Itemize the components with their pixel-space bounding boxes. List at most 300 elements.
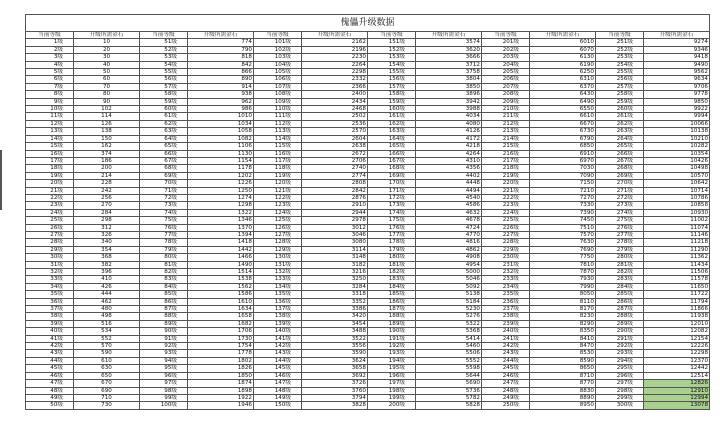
cost-cell[interactable]: 7210 — [530, 187, 596, 194]
cost-cell[interactable]: 5092 — [416, 283, 482, 290]
level-cell[interactable]: 176级 — [368, 224, 416, 231]
cost-cell[interactable]: 2842 — [302, 187, 368, 194]
cost-cell[interactable]: 12154 — [644, 335, 710, 342]
cost-cell[interactable]: 10282 — [644, 143, 710, 150]
level-cell[interactable]: 255级 — [596, 69, 644, 76]
cost-cell[interactable]: 590 — [74, 350, 140, 357]
cost-cell[interactable]: 11146 — [644, 231, 710, 238]
cost-cell[interactable]: 6250 — [530, 69, 596, 76]
level-cell[interactable]: 249级 — [482, 394, 530, 401]
cost-cell[interactable]: 6370 — [530, 83, 596, 90]
level-cell[interactable]: 258级 — [596, 91, 644, 98]
level-cell[interactable]: 232级 — [482, 269, 530, 276]
cost-cell[interactable]: 3794 — [302, 394, 368, 401]
level-cell[interactable]: 161级 — [368, 113, 416, 120]
cost-cell[interactable]: 12826 — [644, 380, 710, 387]
level-cell[interactable]: 23级 — [26, 202, 74, 209]
level-cell[interactable]: 197级 — [368, 380, 416, 387]
cost-cell[interactable]: 3420 — [302, 313, 368, 320]
level-cell[interactable]: 66级 — [140, 150, 188, 157]
level-cell[interactable]: 40级 — [26, 328, 74, 335]
level-cell[interactable]: 185级 — [368, 291, 416, 298]
level-cell[interactable]: 104级 — [254, 61, 302, 68]
cost-cell[interactable]: 11578 — [644, 276, 710, 283]
level-cell[interactable]: 137级 — [254, 306, 302, 313]
level-cell[interactable]: 300级 — [596, 402, 644, 409]
cost-cell[interactable]: 2570 — [302, 128, 368, 135]
level-cell[interactable]: 16级 — [26, 150, 74, 157]
level-cell[interactable]: 181级 — [368, 261, 416, 268]
cost-cell[interactable]: 3758 — [416, 69, 482, 76]
cost-cell[interactable]: 374 — [74, 150, 140, 157]
cost-cell[interactable]: 2740 — [302, 165, 368, 172]
cost-cell[interactable]: 11938 — [644, 313, 710, 320]
level-cell[interactable]: 49级 — [26, 394, 74, 401]
cost-cell[interactable]: 7030 — [530, 165, 596, 172]
cost-cell[interactable]: 3148 — [302, 254, 368, 261]
cost-cell[interactable]: 3574 — [416, 39, 482, 46]
cost-cell[interactable]: 8530 — [530, 350, 596, 357]
cost-cell[interactable]: 7870 — [530, 269, 596, 276]
level-cell[interactable]: 295级 — [596, 365, 644, 372]
cost-cell[interactable]: 1202 — [188, 172, 254, 179]
level-cell[interactable]: 142级 — [254, 343, 302, 350]
cost-cell[interactable]: 3620 — [416, 46, 482, 53]
level-cell[interactable]: 59级 — [140, 98, 188, 105]
cost-cell[interactable]: 6310 — [530, 76, 596, 83]
level-cell[interactable]: 195级 — [368, 365, 416, 372]
cost-cell[interactable]: 570 — [74, 343, 140, 350]
level-cell[interactable]: 272级 — [596, 194, 644, 201]
cost-cell[interactable]: 5552 — [416, 357, 482, 364]
level-cell[interactable]: 61级 — [140, 113, 188, 120]
level-cell[interactable]: 26级 — [26, 224, 74, 231]
level-cell[interactable]: 233级 — [482, 276, 530, 283]
level-cell[interactable]: 120级 — [254, 180, 302, 187]
level-cell[interactable]: 152级 — [368, 46, 416, 53]
level-cell[interactable]: 33级 — [26, 276, 74, 283]
cost-cell[interactable]: 11002 — [644, 217, 710, 224]
level-cell[interactable]: 87级 — [140, 306, 188, 313]
cost-cell[interactable]: 11074 — [644, 224, 710, 231]
level-cell[interactable]: 210级 — [482, 106, 530, 113]
level-cell[interactable]: 180级 — [368, 254, 416, 261]
cost-cell[interactable]: 8290 — [530, 320, 596, 327]
level-cell[interactable]: 109级 — [254, 98, 302, 105]
level-cell[interactable]: 229级 — [482, 246, 530, 253]
level-cell[interactable]: 82级 — [140, 269, 188, 276]
cost-cell[interactable]: 4586 — [416, 202, 482, 209]
level-cell[interactable]: 222级 — [482, 194, 530, 201]
cost-cell[interactable]: 1898 — [188, 387, 254, 394]
level-cell[interactable]: 19级 — [26, 172, 74, 179]
cost-cell[interactable]: 3692 — [302, 372, 368, 379]
level-cell[interactable]: 128级 — [254, 239, 302, 246]
level-cell[interactable]: 164级 — [368, 135, 416, 142]
cost-cell[interactable]: 8830 — [530, 387, 596, 394]
cost-cell[interactable]: 2536 — [302, 120, 368, 127]
level-cell[interactable]: 183级 — [368, 276, 416, 283]
level-cell[interactable]: 242级 — [482, 343, 530, 350]
cost-cell[interactable]: 6670 — [530, 120, 596, 127]
level-cell[interactable]: 256级 — [596, 76, 644, 83]
cost-cell[interactable]: 7630 — [530, 239, 596, 246]
cost-cell[interactable]: 12370 — [644, 357, 710, 364]
cost-cell[interactable]: 552 — [74, 335, 140, 342]
level-cell[interactable]: 228级 — [482, 239, 530, 246]
level-cell[interactable]: 2级 — [26, 46, 74, 53]
cost-cell[interactable]: 12442 — [644, 365, 710, 372]
level-cell[interactable]: 92级 — [140, 343, 188, 350]
level-cell[interactable]: 238级 — [482, 313, 530, 320]
cost-cell[interactable]: 962 — [188, 98, 254, 105]
cost-cell[interactable]: 1322 — [188, 209, 254, 216]
cost-cell[interactable]: 9778 — [644, 91, 710, 98]
level-cell[interactable]: 6级 — [26, 76, 74, 83]
level-cell[interactable]: 144级 — [254, 357, 302, 364]
level-cell[interactable]: 60级 — [140, 106, 188, 113]
cost-cell[interactable]: 1874 — [188, 380, 254, 387]
cost-cell[interactable]: 5828 — [416, 402, 482, 409]
cost-cell[interactable]: 9922 — [644, 106, 710, 113]
level-cell[interactable]: 159级 — [368, 98, 416, 105]
level-cell[interactable]: 166级 — [368, 150, 416, 157]
cost-cell[interactable]: 340 — [74, 239, 140, 246]
level-cell[interactable]: 266级 — [596, 150, 644, 157]
cost-cell[interactable]: 3896 — [416, 91, 482, 98]
cost-cell[interactable]: 7690 — [530, 246, 596, 253]
cost-cell[interactable]: 4770 — [416, 231, 482, 238]
level-cell[interactable]: 294级 — [596, 357, 644, 364]
level-cell[interactable]: 1级 — [26, 39, 74, 46]
cost-cell[interactable]: 10498 — [644, 165, 710, 172]
cost-cell[interactable]: 480 — [74, 306, 140, 313]
level-cell[interactable]: 247级 — [482, 380, 530, 387]
level-cell[interactable]: 240级 — [482, 328, 530, 335]
cost-cell[interactable]: 1418 — [188, 239, 254, 246]
cost-cell[interactable]: 1082 — [188, 135, 254, 142]
level-cell[interactable]: 208级 — [482, 91, 530, 98]
cost-cell[interactable]: 2502 — [302, 113, 368, 120]
level-cell[interactable]: 293级 — [596, 350, 644, 357]
level-cell[interactable]: 45级 — [26, 365, 74, 372]
level-cell[interactable]: 204级 — [482, 61, 530, 68]
cost-cell[interactable]: 4034 — [416, 113, 482, 120]
level-cell[interactable]: 37级 — [26, 306, 74, 313]
level-cell[interactable]: 213级 — [482, 128, 530, 135]
cost-cell[interactable]: 8590 — [530, 357, 596, 364]
level-cell[interactable]: 187级 — [368, 306, 416, 313]
cost-cell[interactable]: 774 — [188, 39, 254, 46]
level-cell[interactable]: 124级 — [254, 209, 302, 216]
level-cell[interactable]: 101级 — [254, 39, 302, 46]
cost-cell[interactable]: 4126 — [416, 128, 482, 135]
cost-cell[interactable]: 6430 — [530, 91, 596, 98]
cost-cell[interactable]: 444 — [74, 291, 140, 298]
level-cell[interactable]: 299级 — [596, 394, 644, 401]
level-cell[interactable]: 287级 — [596, 306, 644, 313]
level-cell[interactable]: 111级 — [254, 113, 302, 120]
level-cell[interactable]: 102级 — [254, 46, 302, 53]
cost-cell[interactable]: 6490 — [530, 98, 596, 105]
cost-cell[interactable]: 8470 — [530, 343, 596, 350]
cost-cell[interactable]: 7990 — [530, 283, 596, 290]
level-cell[interactable]: 139级 — [254, 320, 302, 327]
cost-cell[interactable]: 7570 — [530, 231, 596, 238]
level-cell[interactable]: 39级 — [26, 320, 74, 327]
cost-cell[interactable]: 2162 — [302, 39, 368, 46]
level-cell[interactable]: 269级 — [596, 172, 644, 179]
cost-cell[interactable]: 730 — [74, 402, 140, 409]
cost-cell[interactable]: 4632 — [416, 209, 482, 216]
level-cell[interactable]: 79级 — [140, 246, 188, 253]
cost-cell[interactable]: 4678 — [416, 217, 482, 224]
level-cell[interactable]: 252级 — [596, 46, 644, 53]
cost-cell[interactable]: 1130 — [188, 150, 254, 157]
cost-cell[interactable]: 354 — [74, 246, 140, 253]
cost-cell[interactable]: 3114 — [302, 246, 368, 253]
cost-cell[interactable]: 8050 — [530, 291, 596, 298]
cost-cell[interactable]: 3284 — [302, 283, 368, 290]
cost-cell[interactable]: 7390 — [530, 209, 596, 216]
level-cell[interactable]: 227级 — [482, 231, 530, 238]
cost-cell[interactable]: 8770 — [530, 380, 596, 387]
level-cell[interactable]: 32级 — [26, 269, 74, 276]
cost-cell[interactable]: 2366 — [302, 83, 368, 90]
level-cell[interactable]: 253级 — [596, 54, 644, 61]
level-cell[interactable]: 291级 — [596, 335, 644, 342]
level-cell[interactable]: 200级 — [368, 402, 416, 409]
cost-cell[interactable]: 10714 — [644, 187, 710, 194]
level-cell[interactable]: 292级 — [596, 343, 644, 350]
level-cell[interactable]: 117级 — [254, 157, 302, 164]
level-cell[interactable]: 135级 — [254, 291, 302, 298]
cost-cell[interactable]: 1538 — [188, 276, 254, 283]
cost-cell[interactable]: 710 — [74, 394, 140, 401]
cost-cell[interactable]: 5368 — [416, 328, 482, 335]
cost-cell[interactable]: 40 — [74, 61, 140, 68]
cost-cell[interactable]: 7450 — [530, 217, 596, 224]
cost-cell[interactable]: 2876 — [302, 194, 368, 201]
cost-cell[interactable]: 2264 — [302, 61, 368, 68]
cost-cell[interactable]: 1610 — [188, 298, 254, 305]
cost-cell[interactable]: 426 — [74, 283, 140, 290]
cost-cell[interactable]: 3522 — [302, 335, 368, 342]
cost-cell[interactable]: 1370 — [188, 224, 254, 231]
cost-cell[interactable]: 382 — [74, 261, 140, 268]
cost-cell[interactable]: 126 — [74, 120, 140, 127]
level-cell[interactable]: 106级 — [254, 76, 302, 83]
cost-cell[interactable]: 8950 — [530, 402, 596, 409]
level-cell[interactable]: 98级 — [140, 387, 188, 394]
cost-cell[interactable]: 5276 — [416, 313, 482, 320]
cost-cell[interactable]: 3658 — [302, 365, 368, 372]
level-cell[interactable]: 259级 — [596, 98, 644, 105]
level-cell[interactable]: 78级 — [140, 239, 188, 246]
level-cell[interactable]: 282级 — [596, 269, 644, 276]
level-cell[interactable]: 225级 — [482, 217, 530, 224]
cost-cell[interactable]: 10570 — [644, 172, 710, 179]
level-cell[interactable]: 77级 — [140, 231, 188, 238]
level-cell[interactable]: 168级 — [368, 165, 416, 172]
level-cell[interactable]: 239级 — [482, 320, 530, 327]
level-cell[interactable]: 203级 — [482, 54, 530, 61]
cost-cell[interactable]: 298 — [74, 217, 140, 224]
level-cell[interactable]: 140级 — [254, 328, 302, 335]
cost-cell[interactable]: 1466 — [188, 254, 254, 261]
level-cell[interactable]: 91级 — [140, 335, 188, 342]
cost-cell[interactable]: 312 — [74, 224, 140, 231]
level-cell[interactable]: 51级 — [140, 39, 188, 46]
level-cell[interactable]: 129级 — [254, 246, 302, 253]
cost-cell[interactable]: 2332 — [302, 76, 368, 83]
cost-cell[interactable]: 3624 — [302, 357, 368, 364]
level-cell[interactable]: 264级 — [596, 135, 644, 142]
level-cell[interactable]: 226级 — [482, 224, 530, 231]
level-cell[interactable]: 220级 — [482, 180, 530, 187]
cost-cell[interactable]: 200 — [74, 165, 140, 172]
cost-cell[interactable]: 2434 — [302, 98, 368, 105]
cost-cell[interactable]: 10858 — [644, 202, 710, 209]
cost-cell[interactable]: 10066 — [644, 120, 710, 127]
level-cell[interactable]: 54级 — [140, 61, 188, 68]
level-cell[interactable]: 76级 — [140, 224, 188, 231]
level-cell[interactable]: 298级 — [596, 387, 644, 394]
cost-cell[interactable]: 3804 — [416, 76, 482, 83]
cost-cell[interactable]: 7090 — [530, 172, 596, 179]
level-cell[interactable]: 237级 — [482, 306, 530, 313]
level-cell[interactable]: 134级 — [254, 283, 302, 290]
level-cell[interactable]: 113级 — [254, 128, 302, 135]
cost-cell[interactable]: 9274 — [644, 39, 710, 46]
cost-cell[interactable]: 1754 — [188, 343, 254, 350]
cost-cell[interactable]: 2774 — [302, 172, 368, 179]
level-cell[interactable]: 94级 — [140, 357, 188, 364]
cost-cell[interactable]: 284 — [74, 209, 140, 216]
level-cell[interactable]: 118级 — [254, 165, 302, 172]
level-cell[interactable]: 271级 — [596, 187, 644, 194]
cost-cell[interactable]: 80 — [74, 91, 140, 98]
cost-cell[interactable]: 60 — [74, 76, 140, 83]
level-cell[interactable]: 29级 — [26, 246, 74, 253]
cost-cell[interactable]: 11434 — [644, 261, 710, 268]
cost-cell[interactable]: 5736 — [416, 387, 482, 394]
cost-cell[interactable]: 1346 — [188, 217, 254, 224]
level-cell[interactable]: 63级 — [140, 128, 188, 135]
cost-cell[interactable]: 8410 — [530, 335, 596, 342]
level-cell[interactable]: 5级 — [26, 69, 74, 76]
cost-cell[interactable]: 3556 — [302, 343, 368, 350]
level-cell[interactable]: 84级 — [140, 283, 188, 290]
cost-cell[interactable]: 10786 — [644, 194, 710, 201]
level-cell[interactable]: 207级 — [482, 83, 530, 90]
level-cell[interactable]: 34级 — [26, 283, 74, 290]
cost-cell[interactable]: 1226 — [188, 180, 254, 187]
cost-cell[interactable]: 1586 — [188, 291, 254, 298]
cost-cell[interactable]: 1298 — [188, 202, 254, 209]
cost-cell[interactable]: 368 — [74, 254, 140, 261]
level-cell[interactable]: 57级 — [140, 83, 188, 90]
level-cell[interactable]: 80级 — [140, 254, 188, 261]
level-cell[interactable]: 284级 — [596, 283, 644, 290]
level-cell[interactable]: 93级 — [140, 350, 188, 357]
cost-cell[interactable]: 7750 — [530, 254, 596, 261]
cost-cell[interactable]: 1274 — [188, 194, 254, 201]
level-cell[interactable]: 169级 — [368, 172, 416, 179]
cost-cell[interactable]: 842 — [188, 61, 254, 68]
level-cell[interactable]: 62级 — [140, 120, 188, 127]
level-cell[interactable]: 127级 — [254, 231, 302, 238]
level-cell[interactable]: 212级 — [482, 120, 530, 127]
level-cell[interactable]: 89级 — [140, 320, 188, 327]
level-cell[interactable]: 192级 — [368, 343, 416, 350]
cost-cell[interactable]: 2910 — [302, 202, 368, 209]
level-cell[interactable]: 157级 — [368, 83, 416, 90]
level-cell[interactable]: 265级 — [596, 143, 644, 150]
level-cell[interactable]: 273级 — [596, 202, 644, 209]
cost-cell[interactable]: 4264 — [416, 150, 482, 157]
level-cell[interactable]: 75级 — [140, 217, 188, 224]
cost-cell[interactable]: 1682 — [188, 320, 254, 327]
level-cell[interactable]: 268级 — [596, 165, 644, 172]
level-cell[interactable]: 133级 — [254, 276, 302, 283]
level-cell[interactable]: 223级 — [482, 202, 530, 209]
cost-cell[interactable]: 8350 — [530, 328, 596, 335]
level-cell[interactable]: 286级 — [596, 298, 644, 305]
level-cell[interactable]: 143级 — [254, 350, 302, 357]
cost-cell[interactable]: 6730 — [530, 128, 596, 135]
level-cell[interactable]: 280级 — [596, 254, 644, 261]
cost-cell[interactable]: 6790 — [530, 135, 596, 142]
cost-cell[interactable]: 1034 — [188, 120, 254, 127]
cost-cell[interactable]: 4908 — [416, 254, 482, 261]
level-cell[interactable]: 46级 — [26, 372, 74, 379]
level-cell[interactable]: 179级 — [368, 246, 416, 253]
level-cell[interactable]: 278级 — [596, 239, 644, 246]
cost-cell[interactable]: 214 — [74, 172, 140, 179]
level-cell[interactable]: 270级 — [596, 180, 644, 187]
cost-cell[interactable]: 914 — [188, 83, 254, 90]
cost-cell[interactable]: 9346 — [644, 46, 710, 53]
cost-cell[interactable]: 3666 — [416, 54, 482, 61]
cost-cell[interactable]: 3828 — [302, 402, 368, 409]
level-cell[interactable]: 218级 — [482, 165, 530, 172]
level-cell[interactable]: 25级 — [26, 217, 74, 224]
cost-cell[interactable]: 8110 — [530, 298, 596, 305]
cost-cell[interactable]: 5598 — [416, 365, 482, 372]
cost-cell[interactable]: 9994 — [644, 113, 710, 120]
level-cell[interactable]: 69级 — [140, 172, 188, 179]
level-cell[interactable]: 126级 — [254, 224, 302, 231]
cost-cell[interactable]: 5644 — [416, 372, 482, 379]
cost-cell[interactable]: 12298 — [644, 350, 710, 357]
level-cell[interactable]: 24级 — [26, 209, 74, 216]
level-cell[interactable]: 182级 — [368, 269, 416, 276]
cost-cell[interactable]: 1802 — [188, 357, 254, 364]
level-cell[interactable]: 20级 — [26, 180, 74, 187]
level-cell[interactable]: 30级 — [26, 254, 74, 261]
cost-cell[interactable]: 2706 — [302, 157, 368, 164]
cost-cell[interactable]: 242 — [74, 187, 140, 194]
level-cell[interactable]: 96级 — [140, 372, 188, 379]
cost-cell[interactable]: 5506 — [416, 350, 482, 357]
level-cell[interactable]: 263级 — [596, 128, 644, 135]
level-cell[interactable]: 119级 — [254, 172, 302, 179]
cost-cell[interactable]: 4724 — [416, 224, 482, 231]
level-cell[interactable]: 13级 — [26, 128, 74, 135]
level-cell[interactable]: 246级 — [482, 372, 530, 379]
cost-cell[interactable]: 12226 — [644, 343, 710, 350]
